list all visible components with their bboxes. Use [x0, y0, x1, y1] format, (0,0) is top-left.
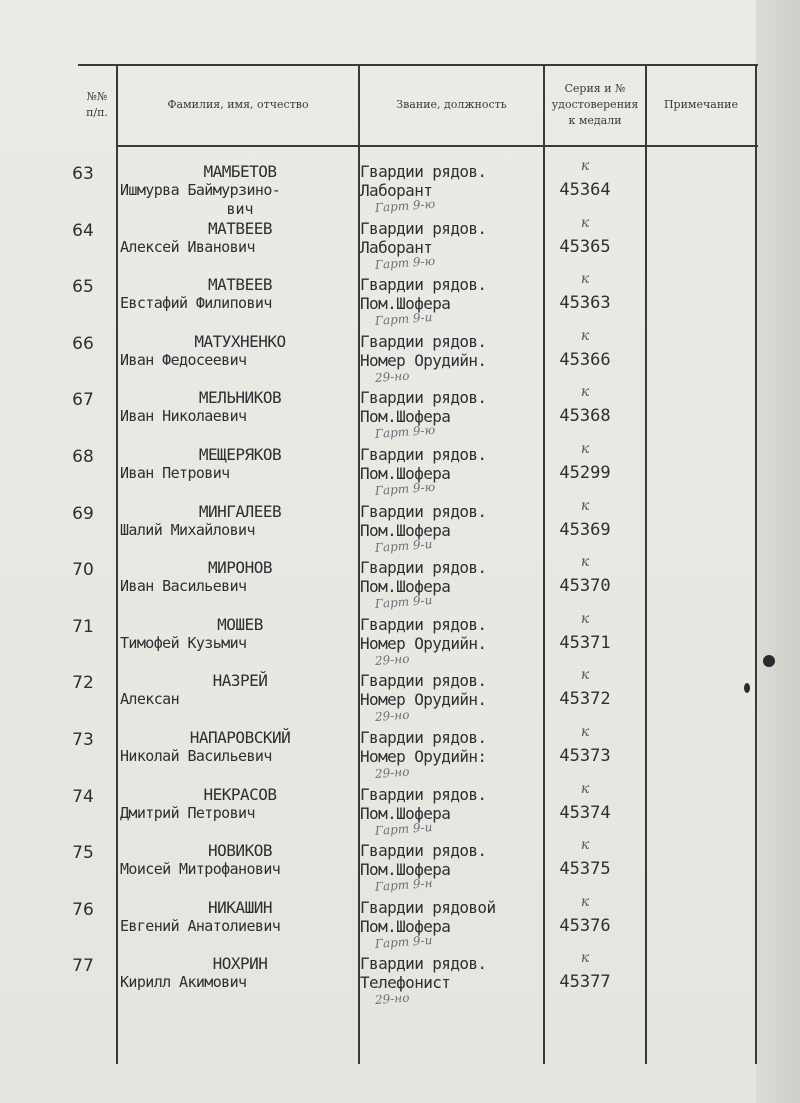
given-name-patronymic: Моисей Митрофанович: [120, 860, 281, 879]
table-row: [0, 327, 760, 389]
given-name-patronymic: Иван Федосеевич: [120, 350, 247, 369]
rank: Гвардии рядов.: [360, 275, 487, 295]
rank: Гвардии рядов.: [360, 841, 487, 861]
medal-mark: к: [580, 780, 590, 797]
header-full-name: Фамилия, имя, отчество: [167, 98, 309, 111]
handwritten-note: Гарт 9-н: [374, 876, 433, 895]
medal-mark: к: [580, 837, 590, 854]
table-row: [0, 158, 760, 219]
row-number: 77: [72, 956, 94, 977]
medal-series-number: 45376: [559, 915, 611, 936]
rank: Гвардии рядов.: [360, 162, 487, 181]
medal-series-number: 45377: [559, 972, 611, 993]
medal-series-number: 45373: [559, 746, 611, 766]
handwritten-note: Гарт 9-ю: [374, 196, 436, 215]
medal-series-number: 45372: [559, 689, 611, 710]
row-number: 68: [72, 447, 94, 467]
medal-mark: к: [580, 950, 590, 967]
handwritten-note: Гарт 9-ю: [374, 479, 436, 498]
medal-mark: к: [580, 158, 590, 174]
given-name-patronymic: Николай Васильевич: [120, 747, 272, 765]
position: Пом.Шофера: [360, 803, 451, 823]
ink-speck: [744, 683, 750, 693]
given-name-patronymic: Иван Петрович: [120, 464, 230, 482]
given-name-patronymic: Евгений Анатолиевич: [120, 916, 281, 935]
row-number: 65: [72, 277, 94, 298]
surname: МЕЛЬНИКОВ: [198, 388, 282, 408]
handwritten-note: Гарт 9-и: [374, 819, 433, 838]
handwritten-note: 29-но: [374, 708, 410, 725]
medal-mark: к: [580, 667, 590, 684]
table-row: [0, 271, 760, 332]
row-number: 72: [72, 673, 94, 694]
medal-mark: к: [580, 441, 590, 457]
given-name-patronymic: Алексей Иванович: [120, 237, 255, 256]
surname: НИКАШИН: [208, 897, 272, 917]
handwritten-note: Гарт 9-ю: [374, 423, 436, 442]
position: Пом.Шофера: [360, 294, 451, 314]
rank: Гвардии рядов.: [360, 388, 487, 408]
surname: МАТВЕЕВ: [208, 275, 272, 295]
table-row: [0, 554, 760, 615]
surname: МЕЩЕРЯКОВ: [198, 445, 282, 464]
ink-speck: [763, 655, 775, 667]
handwritten-note: Гарт 9-и: [374, 932, 433, 951]
given-name-patronymic: Евстафий Филипович: [120, 294, 272, 313]
medal-series-number: 45370: [559, 576, 611, 597]
position: Пом.Шофера: [360, 860, 451, 880]
medal-series-number: 45375: [559, 859, 611, 880]
position: Телефонист: [360, 973, 451, 993]
handwritten-note: Гарт 9-и: [374, 593, 433, 612]
surname: МИНГАЛЕЕВ: [198, 501, 282, 521]
handwritten-note: Гарт 9-и: [374, 536, 433, 555]
table-row: [0, 724, 760, 785]
handwritten-note: 29-но: [374, 991, 410, 1008]
table-row: [0, 214, 760, 276]
medal-mark: к: [580, 214, 590, 231]
table-row: [0, 441, 760, 502]
medal-series-number: 45374: [559, 802, 611, 823]
handwritten-note: 29-но: [374, 651, 410, 668]
rank: Гвардии рядов.: [360, 784, 487, 804]
given-name-patronymic: Алексан: [120, 690, 180, 709]
row-number: 73: [72, 730, 94, 750]
header-medal-series: Серия и № удостоверения к медали: [551, 82, 639, 127]
handwritten-note: 29-но: [374, 764, 410, 781]
medal-series-number: 45299: [559, 463, 611, 483]
row-number: 74: [72, 786, 94, 807]
handwritten-note: Гарт 9-и: [374, 310, 433, 329]
handwritten-note: Гарт 9-ю: [374, 253, 436, 272]
row-number: 69: [72, 503, 94, 524]
page-edge: [756, 0, 800, 1103]
given-name-patronymic: Тимофей Кузьмич: [120, 633, 247, 652]
medal-mark: к: [580, 327, 590, 344]
position: Пом.Шофера: [360, 916, 451, 936]
surname: НАЗРЕЙ: [212, 671, 268, 691]
table-row: [0, 384, 760, 445]
medal-series-number: 45368: [559, 406, 611, 427]
header-rank: Звание, должность: [396, 98, 507, 111]
position: Номер Орудийн:: [360, 747, 487, 766]
rank: Гвардии рядов.: [360, 728, 487, 747]
header-note: Примечание: [663, 98, 739, 111]
row-number: 67: [72, 390, 94, 411]
position: Пом.Шофера: [360, 577, 451, 597]
position: Номер Орудийн.: [360, 633, 487, 653]
rank: Гвардии рядов.: [360, 614, 487, 634]
position: Пом.Шофера: [360, 407, 451, 427]
medal-mark: к: [580, 724, 590, 740]
handwritten-note: 29-но: [374, 368, 410, 385]
rank: Гвардии рядов.: [360, 445, 487, 464]
table-row: [0, 837, 760, 898]
position: Пом.Шофера: [360, 464, 451, 483]
position: Лаборант: [360, 181, 433, 200]
surname: МИРОНОВ: [208, 558, 272, 578]
table-row: [0, 610, 760, 672]
row-number: 64: [72, 220, 94, 241]
given-name-patronymic: Шалий Михайлович: [120, 520, 255, 539]
rank: Гвардии рядов.: [360, 954, 487, 974]
medal-mark: к: [580, 384, 590, 401]
row-number: 76: [72, 899, 94, 920]
position: Номер Орудийн.: [360, 350, 487, 370]
table-row: [0, 780, 760, 842]
medal-mark: к: [580, 893, 590, 910]
rank: Гвардии рядов.: [360, 671, 487, 691]
position: Номер Орудийн.: [360, 690, 487, 710]
table-row: [0, 893, 760, 955]
header-number: №№ п/п.: [86, 90, 108, 119]
row-number: 75: [72, 843, 94, 864]
rank: Гвардии рядов.: [360, 558, 487, 578]
table-row: [0, 950, 760, 1011]
row-number: 66: [72, 333, 94, 354]
medal-series-number: 45369: [559, 519, 611, 540]
medal-series-number: 45365: [559, 236, 611, 257]
surname: МАТУХНЕНКО: [194, 331, 286, 351]
rank: Гвардии рядовой: [360, 897, 496, 917]
given-name-patronymic: Кирилл Акимович: [120, 973, 247, 992]
position: Лаборант: [360, 237, 433, 257]
rank: Гвардии рядов.: [360, 218, 487, 238]
given-name-patronymic: Иван Васильевич: [120, 577, 247, 596]
medal-mark: к: [580, 497, 590, 514]
given-name-patronymic: Дмитрий Петрович: [120, 803, 255, 822]
medal-mark: к: [580, 610, 590, 627]
surname: НАПАРОВСКИЙ: [189, 728, 291, 747]
surname: НОВИКОВ: [208, 841, 272, 861]
given-name-patronymic: Ишмурва Баймурзино-: [120, 181, 281, 199]
row-number: 71: [72, 616, 94, 637]
given-name-patronymic: Иван Николаевич: [120, 407, 247, 426]
medal-series-number: 45363: [559, 293, 611, 314]
table-row: [0, 497, 760, 559]
surname: НОХРИН: [212, 954, 268, 974]
row-number: 70: [72, 560, 94, 581]
given-name-continuation: вич: [226, 200, 254, 218]
medal-mark: к: [580, 271, 590, 288]
rank: Гвардии рядов.: [360, 501, 487, 521]
rank: Гвардии рядов.: [360, 331, 487, 351]
surname: МАМБЕТОВ: [203, 162, 277, 181]
medal-series-number: 45371: [559, 632, 611, 653]
medal-mark: к: [580, 554, 590, 571]
medal-series-number: 45366: [559, 349, 611, 370]
row-number: 63: [72, 164, 94, 184]
surname: МОШЕВ: [217, 614, 263, 634]
position: Пом.Шофера: [360, 520, 451, 540]
surname: МАТВЕЕВ: [208, 218, 272, 238]
surname: НЕКРАСОВ: [203, 784, 277, 804]
table-row: [0, 667, 760, 728]
medal-series-number: 45364: [559, 180, 611, 200]
